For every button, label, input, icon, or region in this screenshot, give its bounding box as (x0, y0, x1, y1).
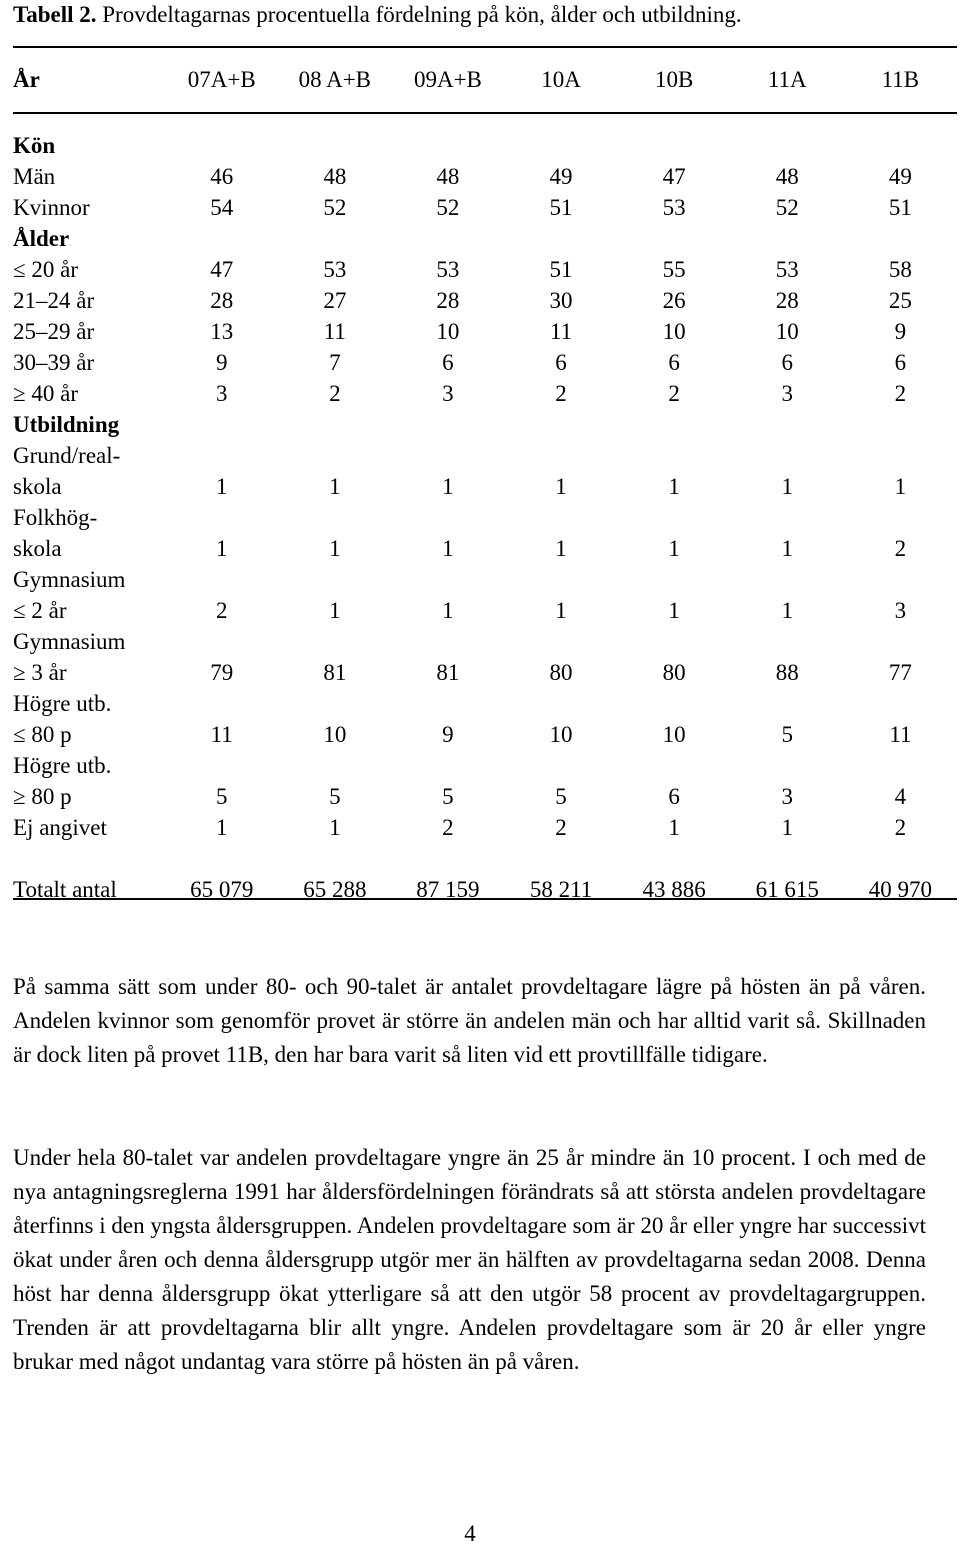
header-cell: 07A+B (187, 67, 256, 92)
row-label-line: Grund/real- (13, 443, 121, 468)
table-cell: 2 (894, 536, 907, 561)
header-cell: 11B (881, 67, 920, 92)
table-cell: 11 (210, 722, 233, 747)
table-row (13, 316, 957, 347)
table-spacer (13, 112, 957, 130)
table-cell: 47 (210, 257, 234, 282)
row-label-line: ≥ 80 p (13, 784, 72, 809)
table-cell: 10 (775, 319, 799, 344)
row-label (13, 626, 165, 688)
table-cell: 1 (329, 815, 341, 840)
table-cell: 52 (436, 195, 460, 220)
header-cell: 10B (654, 67, 694, 92)
table-cell: 1 (781, 536, 793, 561)
table-cell: 87 159 (416, 877, 480, 902)
table-cell: 5 (329, 784, 341, 809)
row-label (13, 502, 165, 564)
table-cell: 1 (329, 474, 341, 499)
table-cell: 52 (323, 195, 347, 220)
table-cell: 2 (668, 381, 680, 406)
table-cell: 26 (662, 288, 686, 313)
body-paragraph: På samma sätt som under 80- och 90-talet är antalet provdeltagare lägre på hösten än på våren. Andelen kvinnor som genomför provet är större än andelen män och har alltid varit så. Skillnaden är dock liten på provet 11B, den har bara varit så liten vid ett provtillfälle tidigare. (13, 974, 926, 1067)
table-cell: 5 (215, 784, 228, 809)
table-cell: 4 (894, 784, 907, 809)
table-cell: 52 (775, 195, 799, 220)
table-cell: 2 (555, 815, 567, 840)
header-cell: 09A+B (413, 67, 482, 92)
row-label-line: Högre utb. (13, 753, 112, 778)
row-label-line: ≤ 80 p (13, 722, 72, 747)
row-label-line: Gymnasium (13, 567, 126, 592)
table-cell: 46 (210, 164, 234, 189)
row-label (13, 564, 165, 626)
row-label-line: Högre utb. (13, 691, 112, 716)
table-cell: 1 (668, 474, 680, 499)
total-row (13, 873, 957, 905)
table-cell: 10 (549, 722, 573, 747)
table-cell: 55 (662, 257, 686, 282)
table-cell: 30 (549, 288, 573, 313)
table-cell: 3 (215, 381, 228, 406)
table-cell: 53 (323, 257, 347, 282)
table-cell: 10 (323, 722, 347, 747)
row-label-line: ≤ 2 år (13, 598, 67, 623)
table-cell: 1 (555, 474, 567, 499)
table-cell: 81 (323, 660, 347, 685)
table-cell: 6 (555, 350, 567, 375)
table-cell: 6 (442, 350, 454, 375)
table-row (13, 564, 957, 626)
table-cell: 3 (894, 598, 907, 623)
table-cell: 2 (555, 381, 567, 406)
table-cell: 58 (888, 257, 912, 282)
table-cell: 51 (888, 195, 912, 220)
table-cell: 28 (775, 288, 799, 313)
table-cell: 2 (442, 815, 454, 840)
row-label: Män (13, 164, 56, 189)
table-cell: 9 (894, 319, 907, 344)
table-cell: 51 (549, 257, 573, 282)
table-cell: 65 288 (303, 877, 367, 902)
table-cell: 7 (329, 350, 341, 375)
row-label: ≥ 40 år (13, 381, 78, 406)
row-label: Ej angivet (13, 815, 107, 840)
table-cell: 2 (894, 815, 907, 840)
header-cell: 10A (541, 67, 581, 92)
table-cell: 2 (329, 381, 341, 406)
table-cell: 27 (323, 288, 347, 313)
table-cell: 81 (436, 660, 460, 685)
table-cell: 1 (215, 536, 228, 561)
table-row (13, 626, 957, 688)
table-cell: 9 (442, 722, 454, 747)
table-cell: 65 079 (190, 877, 254, 902)
table-cell: 1 (781, 815, 793, 840)
section-heading: Ålder (13, 226, 70, 251)
table-cell: 58 211 (529, 877, 593, 902)
table-spacer (13, 843, 957, 873)
table-cell: 1 (668, 536, 680, 561)
table-row (13, 378, 957, 409)
table-cell: 1 (329, 598, 341, 623)
table-cell: 3 (442, 381, 454, 406)
table-cell: 53 (662, 195, 686, 220)
row-label-line: skola (13, 474, 62, 499)
row-label: Kvinnor (13, 195, 90, 220)
section-row-alder (13, 223, 957, 254)
row-label-line: ≥ 3 år (13, 660, 67, 685)
table-cell: 28 (436, 288, 460, 313)
table-cell: 2 (894, 381, 907, 406)
table-cell: 11 (549, 319, 573, 344)
table-cell: 5 (555, 784, 567, 809)
row-label-line: Folkhög- (13, 505, 98, 530)
distribution-table (13, 48, 957, 905)
table-row (13, 347, 957, 378)
table-cell: 6 (668, 350, 680, 375)
table-row (13, 254, 957, 285)
table-row (13, 812, 957, 843)
table-cell: 49 (549, 164, 573, 189)
table-cell: 5 (781, 722, 793, 747)
table-cell: 1 (668, 598, 680, 623)
table-caption (13, 0, 742, 30)
table-cell: 1 (442, 474, 454, 499)
table-cell: 48 (436, 164, 460, 189)
table-cell: 54 (210, 195, 234, 220)
table-cell: 48 (775, 164, 799, 189)
table-cell: 5 (442, 784, 454, 809)
table-cell: 6 (668, 784, 680, 809)
section-row-kon (13, 130, 957, 161)
table-cell: 3 (781, 381, 793, 406)
table-cell: 9 (215, 350, 228, 375)
table-cell: 80 (662, 660, 686, 685)
table-cell: 10 (662, 722, 686, 747)
row-label: 25–29 år (13, 319, 95, 344)
table-row (13, 285, 957, 316)
table-row (13, 688, 957, 750)
table-cell: 1 (442, 598, 454, 623)
table-cell: 77 (888, 660, 912, 685)
table-cell: 1 (329, 536, 341, 561)
header-cell: 08 A+B (298, 67, 372, 92)
table-header-row (13, 48, 957, 112)
table-cell: 1 (555, 536, 567, 561)
table-cell: 1 (442, 536, 454, 561)
section-row-utbildning (13, 409, 957, 440)
row-label: 30–39 år (13, 350, 95, 375)
table-row (13, 161, 957, 192)
table-cell: 47 (662, 164, 686, 189)
table-cell: 1 (215, 815, 228, 840)
row-label-line: Gymnasium (13, 629, 126, 654)
table-cell: 10 (662, 319, 686, 344)
caption-label: Tabell 2. (13, 2, 97, 27)
table-row (13, 502, 957, 564)
table-cell: 1 (781, 598, 793, 623)
table-cell: 1 (894, 474, 907, 499)
section-heading: Kön (13, 133, 56, 158)
body-paragraph: Under hela 80-talet var andelen provdeltagare yngre än 25 år mindre än 10 procent. I och med de nya antagningsreglerna 1991 har åldersfördelningen förändrats så att största andelen provdeltagare återfinns i den yngsta åldersgruppen. Andelen provdeltagare som är 20 år eller yngre har successivt ökat under åren och denna åldersgrupp utgör mer än hälften av provdeltagarna sedan 2008. Denna höst har denna åldersgrupp ökat ytterligare så att den utgör 58 procent av provdeltagargruppen. Trenden är att provdeltagarna blir allt yngre. Andelen provdeltagare som är 20 år eller yngre brukar med något undantag vara större på hösten än på våren. (13, 1145, 926, 1374)
table-cell: 1 (781, 474, 793, 499)
table-row (13, 440, 957, 502)
table-cell: 48 (323, 164, 347, 189)
total-label: Totalt antal (13, 877, 117, 902)
row-label-line: skola (13, 536, 62, 561)
header-cell: År (13, 67, 40, 92)
table-cell: 28 (210, 288, 234, 313)
page-number: 4 (464, 1521, 476, 1546)
row-label (13, 688, 165, 750)
table-cell: 6 (781, 350, 793, 375)
table-cell: 1 (668, 815, 680, 840)
table-cell: 40 970 (868, 877, 933, 902)
table-cell: 79 (210, 660, 234, 685)
table-cell: 88 (775, 660, 799, 685)
table-cell: 49 (888, 164, 912, 189)
table-cell: 1 (215, 474, 228, 499)
row-label (13, 750, 165, 812)
table-cell: 53 (775, 257, 799, 282)
table-cell: 51 (549, 195, 573, 220)
table-cell: 61 615 (755, 877, 819, 902)
row-label: ≤ 20 år (13, 257, 78, 282)
table-cell: 11 (889, 722, 912, 747)
table-cell: 6 (894, 350, 907, 375)
table-row (13, 192, 957, 223)
table-cell: 2 (215, 598, 228, 623)
caption-text: Provdeltagarnas procentuella fördelning på kön, ålder och utbildning. (96, 2, 742, 27)
table-cell: 53 (436, 257, 460, 282)
table-cell: 10 (436, 319, 460, 344)
table-cell: 25 (888, 288, 912, 313)
row-label (13, 440, 165, 502)
table-cell: 43 886 (642, 877, 706, 902)
header-cell: 11A (767, 67, 807, 92)
row-label: 21–24 år (13, 288, 95, 313)
section-heading: Utbildning (13, 412, 120, 437)
table-row (13, 750, 957, 812)
table-cell: 11 (323, 319, 346, 344)
table-cell: 13 (210, 319, 234, 344)
table-cell: 80 (549, 660, 573, 685)
table-cell: 1 (555, 598, 567, 623)
table-cell: 3 (781, 784, 793, 809)
